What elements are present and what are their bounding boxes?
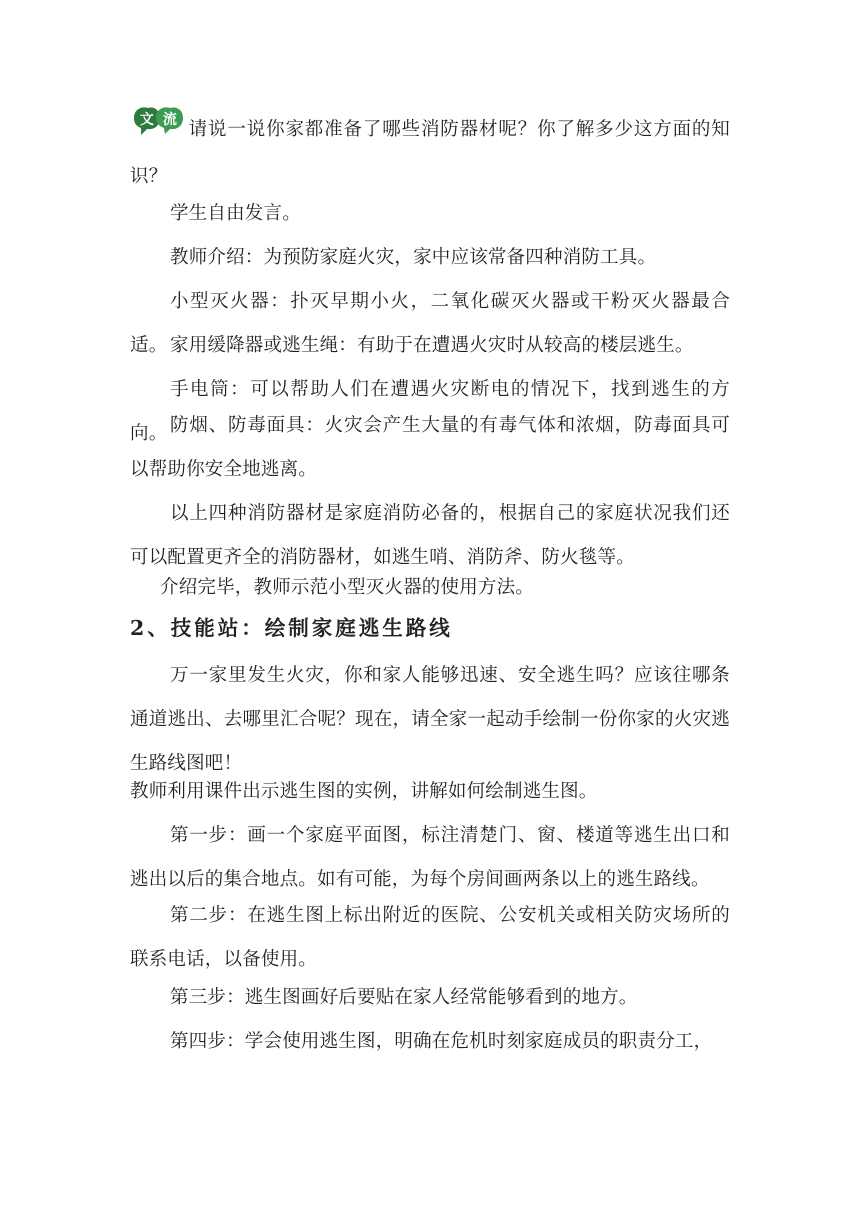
paragraph-10: 教师利用课件出示逃生图的实例，讲解如何绘制逃生图。 [130, 781, 598, 802]
paragraph-14: 第四步：学会使用逃生图，明确在危机时刻家庭成员的职责分工， [170, 1031, 713, 1052]
paragraph-3: 小型灭火器：扑灭早期小火，二氧化碳灭火器或干粉灭火器最合适。 [130, 291, 730, 356]
paragraph-9: 万一家里发生火灾，你和家人能够迅速、安全逃生吗？应该往哪条通道逃出、去哪里汇合呢？现在，请全家一起动手绘制一份你家的火灾逃生路线图吧！ [130, 665, 730, 774]
paragraph-8: 介绍完毕，教师示范小型灭火器的使用方法。 [160, 577, 535, 598]
badge-char-1: 文 [139, 112, 155, 128]
paragraph-6: 防烟、防毒面具：火灾会产生大量的有毒气体和浓烟，防毒面具可以帮助你安全地逃离。 [130, 415, 730, 480]
badge-char-2: 流 [162, 112, 178, 128]
paragraph-5: 手电筒：可以帮助人们在遭遇火灾断电的情况下，找到逃生的方向。 [130, 379, 730, 444]
paragraph-7: 以上四种消防器材是家庭消防必备的，根据自己的家庭状况我们还可以配置更齐全的消防器材，如逃生哨、消防斧、防火毯等。 [130, 503, 730, 568]
paragraph-11: 第一步：画一个家庭平面图，标注清楚门、窗、楼道等逃生出口和逃出以后的集合地点。如有可能，为每个房间画两条以上的逃生路线。 [130, 825, 730, 890]
exchange-question: 请说一说你家都准备了哪些消防器材呢？你了解多少这方面的知识？ [130, 119, 730, 187]
paragraph-13: 第三步：逃生图画好后要贴在家人经常能够看到的地方。 [170, 987, 638, 1008]
paragraph-4: 家用缓降器或逃生绳：有助于在遭遇火灾时从较高的楼层逃生。 [170, 335, 694, 356]
section-heading: 2、技能站：绘制家庭逃生路线 [130, 616, 453, 640]
exchange-paragraph [130, 104, 730, 199]
paragraph-12: 第二步：在逃生图上标出附近的医院、公安机关或相关防灾场所的联系电话，以备使用。 [130, 905, 730, 970]
exchange-badge-icon [130, 104, 186, 155]
paragraph-2: 教师介绍：为预防家庭火灾，家中应该常备四种消防工具。 [170, 247, 657, 268]
paragraph-1: 学生自由发言。 [170, 203, 301, 224]
